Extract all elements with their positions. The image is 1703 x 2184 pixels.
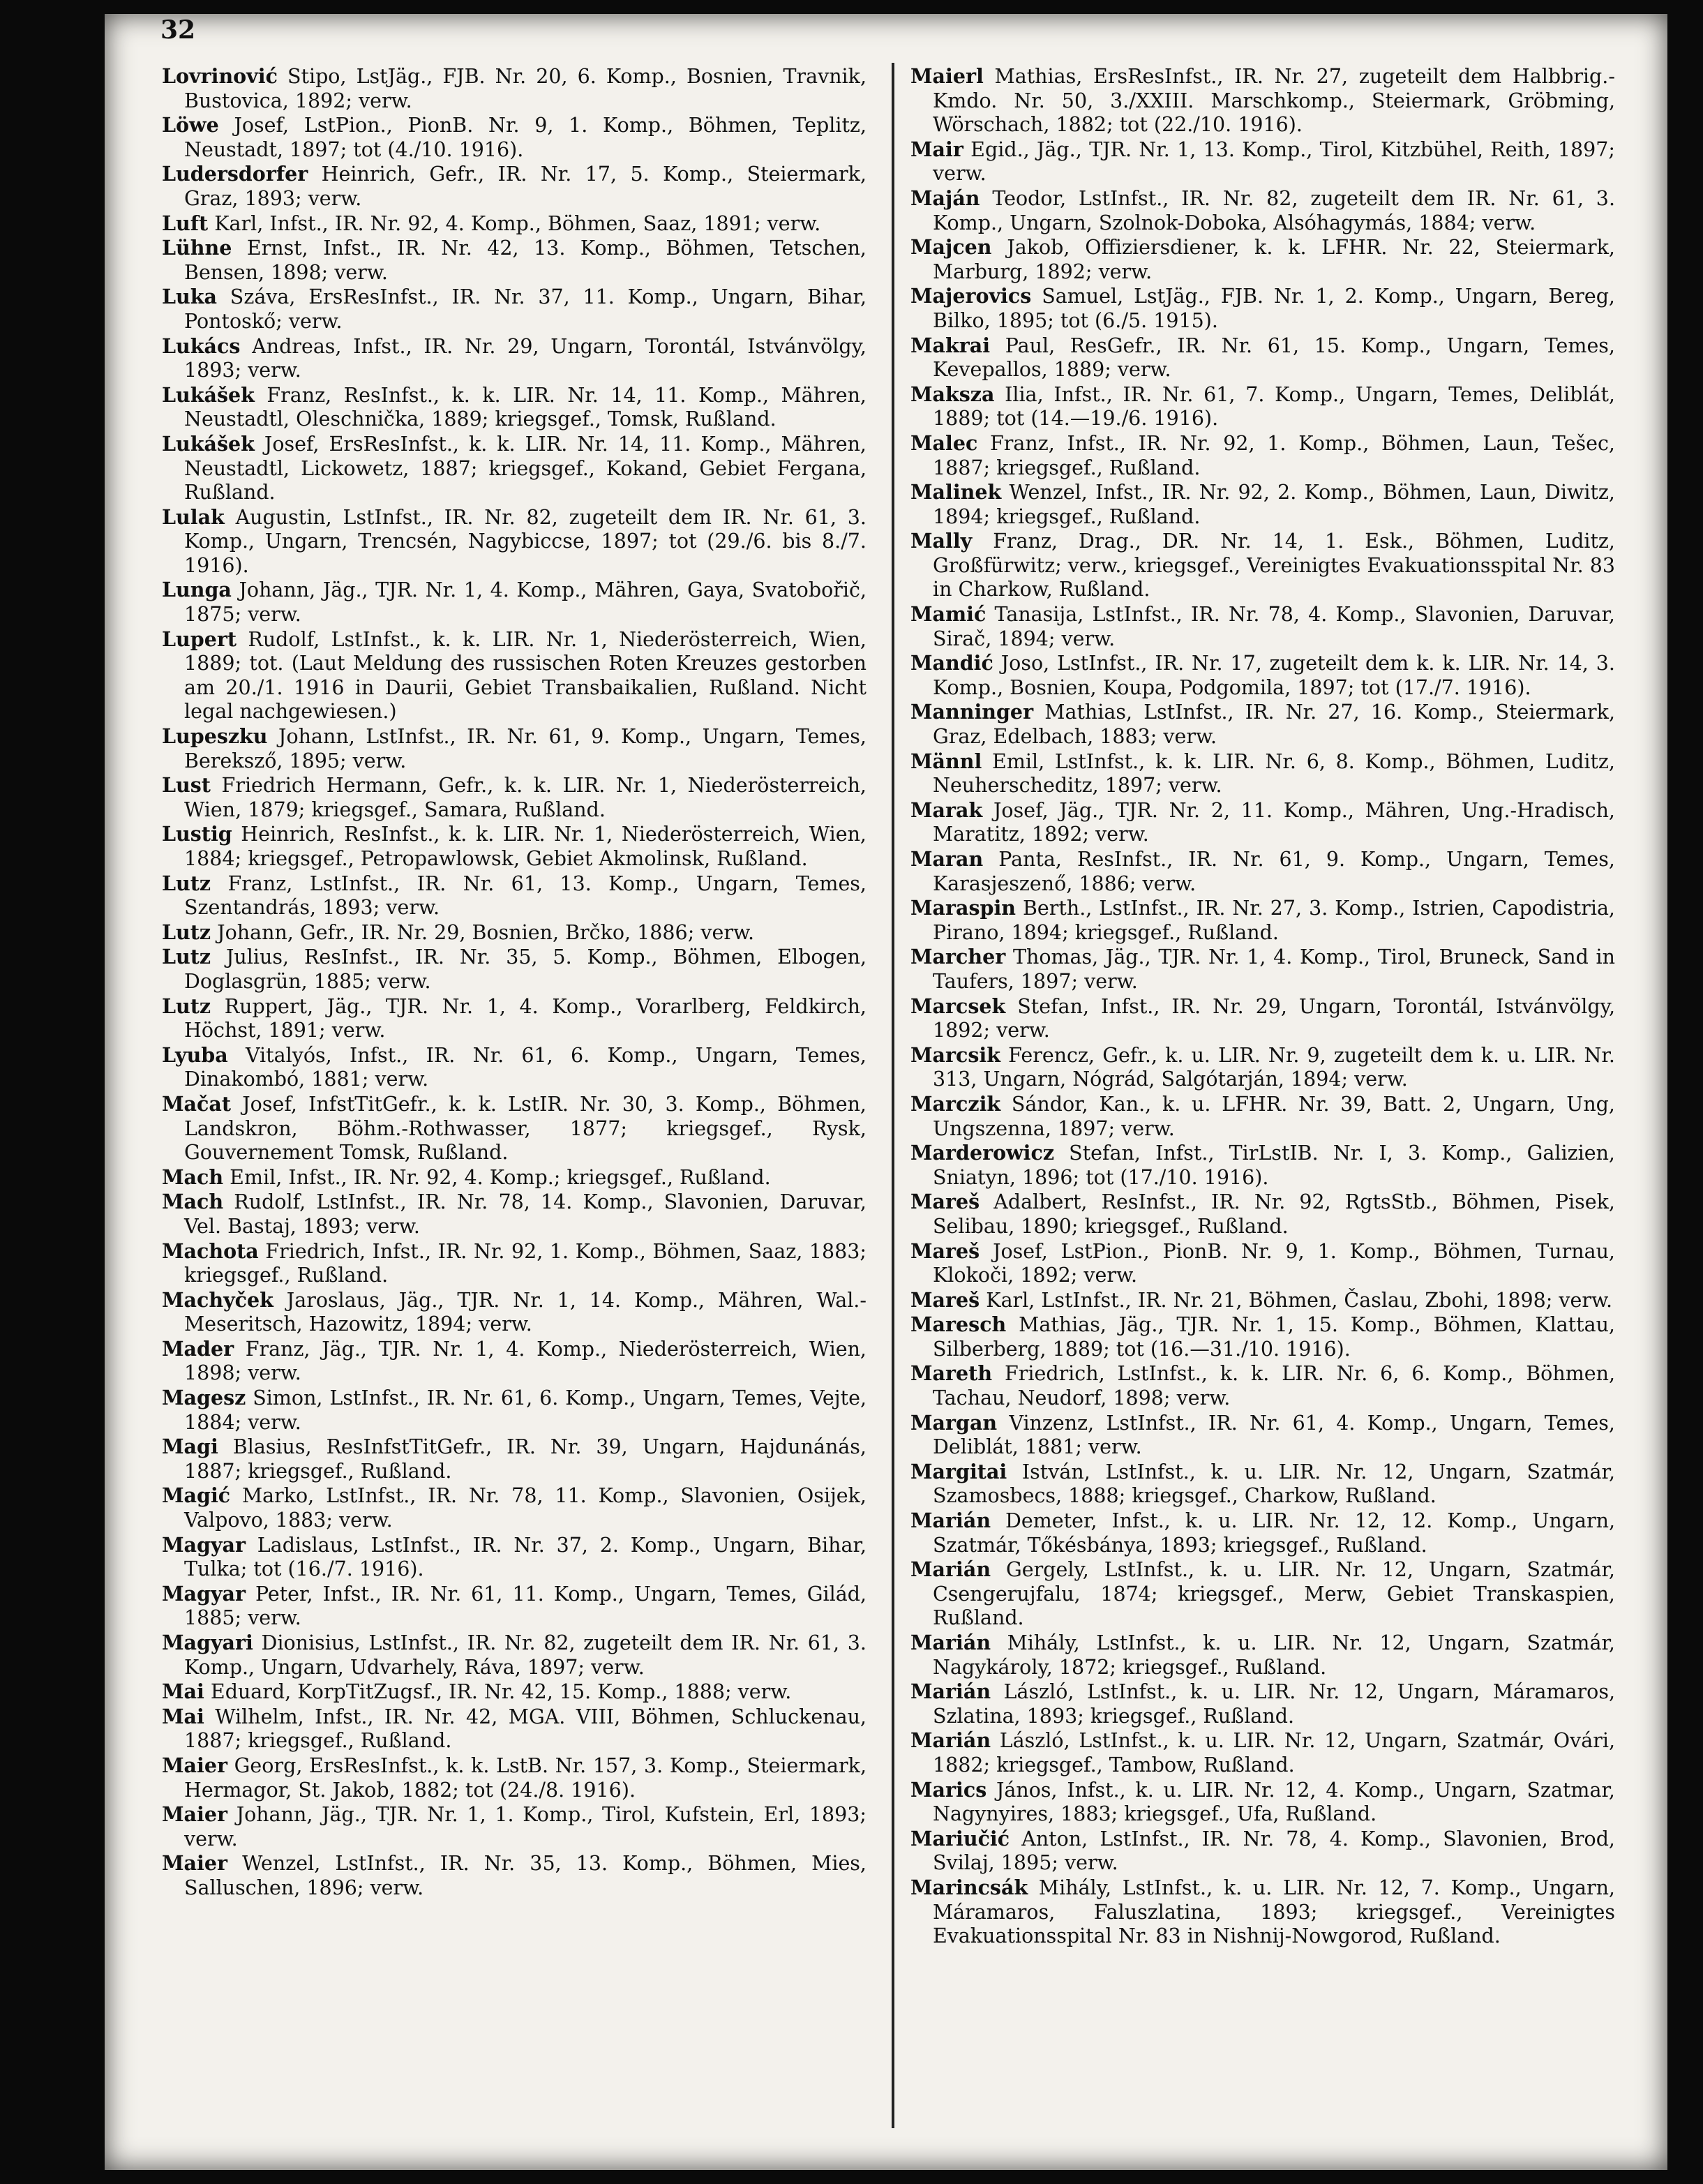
list-item <box>910 1361 1615 1410</box>
entry-details: Dionisius, LstInfst., IR. Nr. 82, zugeteilt dem IR. Nr. 61, 3. Komp., Ungarn, Udvarhely, Ráva, 1897; verw. <box>184 1631 866 1679</box>
entry-surname: Marián <box>910 1728 991 1753</box>
entry-details: Samuel, LstJäg., FJB. Nr. 1, 2. Komp., Ungarn, Bereg, Bilko, 1895; tot (6./5. 1915). <box>933 285 1615 332</box>
list-item <box>910 994 1615 1043</box>
entry-surname: Machyček <box>162 1287 273 1312</box>
entry-details: Ernst, Infst., IR. Nr. 42, 13. Komp., Böhmen, Tetschen, Bensen, 1898; verw. <box>184 237 866 284</box>
entry-details: Emil, Infst., IR. Nr. 92, 4. Komp.; kriegsgef., Rußland. <box>223 1165 771 1189</box>
entry-details: Josef, Jäg., TJR. Nr. 2, 11. Komp., Mähren, Ung.-Hradisch, Maratitz, 1892; verw. <box>933 798 1615 846</box>
entry-surname: Marcsek <box>910 994 1006 1018</box>
list-item <box>162 773 866 822</box>
list-item <box>162 724 866 773</box>
entry-surname: Manninger <box>910 700 1034 724</box>
list-item <box>162 1288 866 1337</box>
entry-details: Ferencz, Gefr., k. u. LIR. Nr. 9, zugeteilt dem k. u. LIR. Nr. 313, Ungarn, Nógrád, Salgótarján, 1894; verw. <box>933 1043 1615 1091</box>
entry-details: Ilia, Infst., IR. Nr. 61, 7. Komp., Ungarn, Temes, Deliblát, 1889; tot (14.—19./6. 1916). <box>933 382 1615 431</box>
entry-surname: Magi <box>162 1435 218 1459</box>
entry-surname: Maierl <box>910 64 984 88</box>
left-column <box>162 64 866 1901</box>
list-item <box>910 1680 1615 1728</box>
entry-surname: Marderowicz <box>910 1141 1055 1165</box>
entry-details: Gergely, LstInfst., k. u. LIR. Nr. 12, Ungarn, Szatmár, Csengerujfalu, 1874; kriegsgef., Merw, Gebiet Transkaspien, Rußland. <box>933 1558 1615 1630</box>
entry-details: Sándor, Kan., k. u. LFHR. Nr. 39, Batt. 2, Ungarn, Ung, Ungszenna, 1897; verw. <box>933 1092 1615 1140</box>
entry-surname: Makrai <box>910 333 991 357</box>
entry-details: Vinzenz, LstInfst., IR. Nr. 61, 4. Komp., Ungarn, Temes, Deliblát, 1881; verw. <box>933 1411 1615 1459</box>
entry-details: Friedrich, Infst., IR. Nr. 92, 1. Komp., Böhmen, Saaz, 1883; kriegsgef., Rußland. <box>184 1239 866 1287</box>
list-item <box>910 431 1615 480</box>
entry-details: Stipo, LstJäg., FJB. Nr. 20, 6. Komp., Bosnien, Travnik, Bustovica, 1892; verw. <box>184 65 866 112</box>
entry-details: Emil, LstInfst., k. k. LIR. Nr. 6, 8. Komp., Böhmen, Luditz, Neuherscheditz, 1897; verw. <box>933 749 1615 798</box>
entry-surname: Maresch <box>910 1312 1007 1337</box>
list-item <box>162 211 866 237</box>
entry-details: Karl, Infst., IR. Nr. 92, 4. Komp., Böhmen, Saaz, 1891; verw. <box>208 211 821 235</box>
entry-details: László, LstInfst., k. u. LIR. Nr. 12, Ungarn, Szatmár, Ovári, 1882; kriegsgef., Tambow, Rußland. <box>933 1729 1615 1777</box>
list-item <box>910 1411 1615 1460</box>
list-item <box>910 235 1615 284</box>
list-item <box>910 529 1615 602</box>
entry-surname: Lühne <box>162 236 232 260</box>
entry-surname: Maier <box>162 1753 227 1777</box>
entry-details: Demeter, Infst., k. u. LIR. Nr. 12, 12. Komp., Ungarn, Szatmár, Tőkésbánya, 1893; kriegsgef., Rußland. <box>933 1509 1615 1557</box>
entry-surname: Mariučić <box>910 1826 1010 1850</box>
entry-details: Georg, ErsResInfst., k. k. LstB. Nr. 157, 3. Komp., Steiermark, Hermagor, St. Jakob, 1882; tot (24./8. 1916). <box>184 1753 866 1802</box>
list-item <box>162 578 866 627</box>
entry-surname: Lutz <box>162 871 211 895</box>
right-column <box>910 64 1615 1949</box>
list-item <box>162 1483 866 1532</box>
list-item <box>910 1092 1615 1141</box>
entry-surname: Majerovics <box>910 284 1032 308</box>
entry-surname: Mareth <box>910 1361 993 1386</box>
list-item <box>162 1386 866 1435</box>
entry-surname: Mareš <box>910 1287 980 1312</box>
entry-details: Rudolf, LstInfst., IR. Nr. 78, 14. Komp., Slavonien, Daruvar, Vel. Bastaj, 1893; verw. <box>184 1190 866 1238</box>
entry-details: Berth., LstInfst., IR. Nr. 27, 3. Komp., Istrien, Capodistria, Pirano, 1894; kriegsgef., Rußland. <box>933 897 1615 944</box>
list-item <box>162 432 866 505</box>
entry-surname: Maier <box>162 1802 227 1827</box>
entry-surname: Marián <box>910 1509 991 1533</box>
entry-details: Johann, Jäg., TJR. Nr. 1, 4. Komp., Mähren, Gaya, Svatobořič, 1875; verw. <box>184 578 866 627</box>
entry-details: Marko, LstInfst., IR. Nr. 78, 11. Komp., Slavonien, Osijek, Valpovo, 1883; verw. <box>184 1484 866 1532</box>
entry-surname: Marics <box>910 1777 987 1802</box>
entry-details: Franz, Drag., DR. Nr. 14, 1. Esk., Böhmen, Luditz, Großfürwitz; verw., kriegsgef., Vereinigtes Evakuationsspital Nr. 83 in Charkow, Rußland. <box>933 530 1615 601</box>
list-item <box>910 382 1615 431</box>
entry-details: Peter, Infst., IR. Nr. 61, 11. Komp., Ungarn, Temes, Gilád, 1885; verw. <box>184 1582 866 1630</box>
entry-surname: Lukášek <box>162 382 255 407</box>
entry-details: Franz, Infst., IR. Nr. 92, 1. Komp., Böhmen, Laun, Tešec, 1887; kriegsgef., Rußland. <box>933 431 1615 479</box>
entry-surname: Magyari <box>162 1631 253 1654</box>
entry-surname: Mally <box>910 529 973 553</box>
entry-details: Joso, LstInfst., IR. Nr. 17, zugeteilt dem k. k. LIR. Nr. 14, 3. Komp., Bosnien, Koupa, Podgomila, 1897; tot (17./7. 1916). <box>933 652 1615 699</box>
entry-details: Jaroslaus, Jäg., TJR. Nr. 1, 14. Komp., Mähren, Wal.-Meseritsch, Hazowitz, 1894; verw. <box>184 1288 866 1336</box>
entry-surname: Maksza <box>910 382 995 406</box>
entry-surname: Marak <box>910 798 983 822</box>
entry-details: Josef, ErsResInfst., k. k. LIR. Nr. 14, 11. Komp., Mähren, Neustadtl, Lickowetz, 1887; kriegsgef., Kokand, Gebiet Fergana, Rußland. <box>184 432 866 504</box>
entry-surname: Marincsák <box>910 1875 1028 1899</box>
entry-details: Panta, ResInfst., IR. Nr. 61, 9. Komp., Ungarn, Temes, Karasjeszenő, 1886; verw. <box>933 848 1615 895</box>
entry-details: Blasius, ResInfstTitGefr., IR. Nr. 39, Ungarn, Hajdunánás, 1887; kriegsgef., Rußland. <box>184 1435 866 1483</box>
list-item <box>162 1582 866 1631</box>
list-item <box>162 285 866 334</box>
entry-details: Teodor, LstInfst., IR. Nr. 82, zugeteilt dem IR. Nr. 61, 3. Komp., Ungarn, Szolnok-Doboka, Alsóhagymás, 1884; verw. <box>933 186 1615 234</box>
list-item <box>162 1092 866 1165</box>
list-item <box>162 1680 866 1705</box>
entry-details: László, LstInfst., k. u. LIR. Nr. 12, Ungarn, Máramaros, Szlatina, 1893; kriegsgef., Rußland. <box>933 1680 1615 1728</box>
entry-details: Rudolf, LstInfst., k. k. LIR. Nr. 1, Niederösterreich, Wien, 1889; tot. (Laut Meldung des russischen Roten Kreuzes gestorben am 20./1. 1916 in Daurii, Gebiet Transbaikalien, Rußland. Nicht legal nachgewiesen.) <box>184 627 866 724</box>
list-item <box>162 994 866 1043</box>
entry-surname: Marcher <box>910 945 1006 969</box>
entry-surname: Lovrinović <box>162 64 278 88</box>
list-item <box>162 64 866 113</box>
entry-details: Karl, LstInfst., IR. Nr. 21, Böhmen, Časlau, Zbohi, 1898; verw. <box>980 1288 1613 1312</box>
entry-details: János, Infst., k. u. LIR. Nr. 12, 4. Komp., Ungarn, Szatmar, Nagynyires, 1883; kriegsgef., Ufa, Rußland. <box>933 1778 1615 1826</box>
entry-details: Heinrich, Gefr., IR. Nr. 17, 5. Komp., Steiermark, Graz, 1893; verw. <box>184 163 866 210</box>
entry-details: István, LstInfst., k. u. LIR. Nr. 12, Ungarn, Szatmár, Szamosbecs, 1888; kriegsgef., Charkow, Rußland. <box>933 1460 1615 1508</box>
list-item <box>910 1631 1615 1680</box>
entry-surname: Mach <box>162 1190 224 1214</box>
list-item <box>162 113 866 162</box>
list-item <box>910 602 1615 651</box>
list-item <box>910 1460 1615 1509</box>
list-item <box>162 1851 866 1900</box>
entry-surname: Margan <box>910 1410 998 1435</box>
entry-details: Augustin, LstInfst., IR. Nr. 82, zugeteilt dem IR. Nr. 61, 3. Komp., Ungarn, Trencsén, Nagybiccse, 1897; tot (29./6. bis 8./7. 1916). <box>184 505 866 577</box>
entry-details: Jakob, Offiziersdiener, k. k. LFHR. Nr. 22, Steiermark, Marburg, 1892; verw. <box>933 236 1615 283</box>
entry-surname: Magić <box>162 1483 231 1508</box>
entry-surname: Margitai <box>910 1459 1007 1483</box>
entry-details: Josef, LstPion., PionB. Nr. 9, 1. Komp., Böhmen, Teplitz, Neustadt, 1897; tot (4./10. 1916). <box>184 114 866 161</box>
list-item <box>162 1043 866 1092</box>
list-item <box>910 334 1615 382</box>
entry-details: Heinrich, ResInfst., k. k. LIR. Nr. 1, Niederösterreich, Wien, 1884; kriegsgef., Petropawlowsk, Gebiet Akmolinsk, Rußland. <box>184 823 866 870</box>
entry-details: Franz, Jäg., TJR. Nr. 1, 4. Komp., Niederösterreich, Wien, 1898; verw. <box>184 1337 866 1385</box>
list-item <box>162 383 866 432</box>
entry-details: Ruppert, Jäg., TJR. Nr. 1, 4. Komp., Vorarlberg, Feldkirch, Höchst, 1891; verw. <box>184 994 866 1042</box>
list-item <box>162 945 866 994</box>
entry-surname: Lutz <box>162 920 211 944</box>
list-item <box>910 1190 1615 1239</box>
entry-details: Franz, ResInfst., k. k. LIR. Nr. 14, 11. Komp., Mähren, Neustadtl, Oleschnička, 1889; kriegsgef., Tomsk, Rußland. <box>184 383 866 431</box>
entry-surname: Mačat <box>162 1091 231 1116</box>
list-item <box>910 186 1615 235</box>
list-item <box>910 1557 1615 1631</box>
list-item <box>162 1165 866 1190</box>
entry-details: Wilhelm, Infst., IR. Nr. 42, MGA. VIII, Böhmen, Schluckenau, 1887; kriegsgef., Rußland. <box>184 1705 866 1753</box>
entry-details: Julius, ResInfst., IR. Nr. 35, 5. Komp., Böhmen, Elbogen, Doglasgrün, 1885; verw. <box>184 945 866 993</box>
entry-surname: Machota <box>162 1239 259 1263</box>
list-item <box>162 1239 866 1288</box>
list-item <box>910 1288 1615 1313</box>
list-item <box>910 798 1615 847</box>
list-item <box>162 872 866 920</box>
list-item <box>162 236 866 285</box>
entry-details: Stefan, Infst., TirLstIB. Nr. I, 3. Komp., Galizien, Sniatyn, 1896; tot (17./10. 1916). <box>933 1142 1615 1189</box>
entry-details: Mihály, LstInfst., k. u. LIR. Nr. 12, Ungarn, Szatmár, Nagykároly, 1872; kriegsgef., Rußland. <box>933 1631 1615 1679</box>
column-divider <box>892 63 894 2128</box>
entry-surname: Luka <box>162 285 217 309</box>
list-item <box>910 1141 1615 1190</box>
entry-surname: Magesz <box>162 1386 246 1410</box>
entry-surname: Lukášek <box>162 431 255 456</box>
list-item <box>910 945 1615 994</box>
entry-surname: Marián <box>910 1680 991 1704</box>
entry-details: Adalbert, ResInfst., IR. Nr. 92, RgtsStb., Böhmen, Pisek, Selibau, 1890; kriegsgef., Rußland. <box>933 1190 1615 1238</box>
entry-surname: Mair <box>910 137 963 161</box>
entry-details: Friedrich, LstInfst., k. k. LIR. Nr. 6, 6. Komp., Böhmen, Tachau, Neudorf, 1898; verw. <box>933 1362 1615 1410</box>
entry-surname: Lunga <box>162 578 232 602</box>
list-item <box>910 1778 1615 1827</box>
entry-surname: Maran <box>910 847 984 871</box>
entry-details: Johann, Gefr., IR. Nr. 29, Bosnien, Brčko, 1886; verw. <box>211 920 755 944</box>
entry-surname: Lustig <box>162 822 232 846</box>
list-item <box>162 1705 866 1753</box>
entry-details: Johann, LstInfst., IR. Nr. 61, 9. Komp., Ungarn, Temes, Bereksző, 1895; verw. <box>184 725 866 772</box>
list-item <box>910 896 1615 945</box>
entry-details: Mathias, ErsResInfst., IR. Nr. 27, zugeteilt dem Halbbrig.-Kmdo. Nr. 50, 3./XXIII. Marschkomp., Steiermark, Gröbming, Wörschach, 1882; tot (22./10. 1916). <box>933 65 1615 137</box>
entry-surname: Lutz <box>162 945 211 969</box>
entry-surname: Mach <box>162 1165 224 1189</box>
entry-details: Wenzel, Infst., IR. Nr. 92, 2. Komp., Böhmen, Laun, Diwitz, 1894; kriegsgef., Rußland. <box>933 481 1615 528</box>
entry-details: Mathias, Jäg., TJR. Nr. 1, 15. Komp., Böhmen, Klattau, Silberberg, 1889; tot (16.—31./10. 1916). <box>933 1313 1615 1361</box>
entry-surname: Magyar <box>162 1532 246 1557</box>
entry-details: Egid., Jäg., TJR. Nr. 1, 13. Komp., Tirol, Kitzbühel, Reith, 1897; verw. <box>933 137 1615 186</box>
list-item <box>162 1190 866 1239</box>
entry-details: Tanasija, LstInfst., IR. Nr. 78, 4. Komp., Slavonien, Daruvar, Sirač, 1894; verw. <box>933 603 1615 650</box>
entry-surname: Mai <box>162 1704 204 1728</box>
entry-surname: Luft <box>162 211 209 235</box>
entry-details: Ladislaus, LstInfst., IR. Nr. 37, 2. Komp., Ungarn, Bihar, Tulka; tot (16./7. 1916). <box>184 1533 866 1581</box>
entry-details: Friedrich Hermann, Gefr., k. k. LIR. Nr. 1, Niederösterreich, Wien, 1879; kriegsgef., Samara, Rußland. <box>184 774 866 821</box>
list-item <box>162 505 866 578</box>
entry-surname: Magyar <box>162 1581 246 1606</box>
list-item <box>162 162 866 211</box>
entry-details: Andreas, Infst., IR. Nr. 29, Ungarn, Torontál, Istvánvölgy, 1893; verw. <box>184 334 866 382</box>
list-item <box>910 64 1615 137</box>
entry-surname: Maraspin <box>910 896 1016 920</box>
entry-details: Mathias, LstInfst., IR. Nr. 27, 16. Komp., Steiermark, Graz, Edelbach, 1883; verw. <box>933 701 1615 749</box>
entry-details: Simon, LstInfst., IR. Nr. 61, 6. Komp., Ungarn, Temes, Vejte, 1884; verw. <box>184 1386 866 1434</box>
entry-details: Eduard, KorpTitZugsf., IR. Nr. 42, 15. Komp., 1888; verw. <box>204 1680 792 1704</box>
list-item <box>162 1802 866 1851</box>
entry-surname: Majcen <box>910 235 992 260</box>
list-item <box>910 1728 1615 1777</box>
entry-details: Josef, InfstTitGefr., k. k. LstIR. Nr. 30, 3. Komp., Böhmen, Landskron, Böhm.-Rothwasser, 1877; kriegsgef., Rysk, Gouvernement Tomsk, Rußland. <box>184 1092 866 1165</box>
entry-surname: Mai <box>162 1680 204 1704</box>
entry-surname: Lyuba <box>162 1042 228 1067</box>
entry-surname: Lutz <box>162 994 211 1018</box>
entry-surname: Mareš <box>910 1190 980 1214</box>
entry-details: Stefan, Infst., IR. Nr. 29, Ungarn, Torontál, Istvánvölgy, 1892; verw. <box>933 994 1615 1042</box>
entry-details: Paul, ResGefr., IR. Nr. 61, 15. Komp., Ungarn, Temes, Kevepallos, 1889; verw. <box>933 334 1615 382</box>
entry-surname: Löwe <box>162 113 219 137</box>
entry-details: Vitalyós, Infst., IR. Nr. 61, 6. Komp., Ungarn, Temes, Dinakombó, 1881; verw. <box>184 1043 866 1091</box>
list-item <box>910 1827 1615 1876</box>
entry-details: Száva, ErsResInfst., IR. Nr. 37, 11. Komp., Ungarn, Bihar, Pontoskő; verw. <box>184 285 866 333</box>
entry-surname: Lupeszku <box>162 724 268 749</box>
entry-details: Franz, LstInfst., IR. Nr. 61, 13. Komp., Ungarn, Temes, Szentandrás, 1893; verw. <box>184 872 866 920</box>
entry-surname: Marczik <box>910 1091 1001 1116</box>
list-item <box>910 749 1615 798</box>
list-item <box>162 627 866 724</box>
entry-surname: Lupert <box>162 627 237 651</box>
entry-surname: Marián <box>910 1557 991 1582</box>
entry-surname: Malec <box>910 431 978 455</box>
list-item <box>910 700 1615 749</box>
entry-details: Anton, LstInfst., IR. Nr. 78, 4. Komp., Slavonien, Brod, Svilaj, 1895; verw. <box>933 1827 1615 1875</box>
list-item <box>910 1876 1615 1949</box>
entry-surname: Lulak <box>162 504 225 529</box>
page-number: 32 <box>160 15 196 45</box>
entry-surname: Mamić <box>910 602 986 627</box>
entry-surname: Maier <box>162 1851 227 1876</box>
list-item <box>162 1337 866 1386</box>
entry-details: Johann, Jäg., TJR. Nr. 1, 1. Komp., Tirol, Kufstein, Erl, 1893; verw. <box>184 1803 866 1850</box>
list-item <box>910 651 1615 700</box>
list-item <box>910 1043 1615 1092</box>
entry-surname: Ludersdorfer <box>162 162 308 186</box>
entry-details: Josef, LstPion., PionB. Nr. 9, 1. Komp., Böhmen, Turnau, Klokoči, 1892; verw. <box>933 1239 1615 1287</box>
entry-surname: Mareš <box>910 1239 980 1263</box>
list-item <box>162 1631 866 1680</box>
entry-surname: Lukács <box>162 334 241 358</box>
entry-surname: Mandić <box>910 651 993 675</box>
entry-surname: Marcsik <box>910 1042 1001 1067</box>
entry-details: Mihály, LstInfst., k. u. LIR. Nr. 12, 7. Komp., Ungarn, Máramaros, Faluszlatina, 1893; kriegsgef., Vereinigtes Evakuationsspital Nr. 83 in Nishnij-Nowgorod, Rußland. <box>933 1876 1615 1948</box>
list-item <box>162 920 866 945</box>
entry-surname: Maján <box>910 186 980 210</box>
list-item <box>162 1435 866 1483</box>
list-item <box>910 1312 1615 1361</box>
list-item <box>910 284 1615 333</box>
list-item <box>162 822 866 871</box>
entry-surname: Lust <box>162 773 211 798</box>
list-item <box>910 847 1615 896</box>
entry-details: Thomas, Jäg., TJR. Nr. 1, 4. Komp., Tirol, Bruneck, Sand in Taufers, 1897; verw. <box>933 945 1615 993</box>
list-item <box>910 1509 1615 1557</box>
list-item <box>910 480 1615 529</box>
list-item <box>162 1753 866 1802</box>
entry-surname: Mader <box>162 1336 234 1361</box>
entry-surname: Männl <box>910 749 982 773</box>
list-item <box>162 334 866 383</box>
entry-details: Wenzel, LstInfst., IR. Nr. 35, 13. Komp., Böhmen, Mies, Salluschen, 1896; verw. <box>184 1852 866 1899</box>
list-item <box>162 1533 866 1582</box>
entry-surname: Marián <box>910 1631 991 1654</box>
list-item <box>910 1239 1615 1288</box>
entry-surname: Malinek <box>910 480 1002 504</box>
list-item <box>910 137 1615 186</box>
